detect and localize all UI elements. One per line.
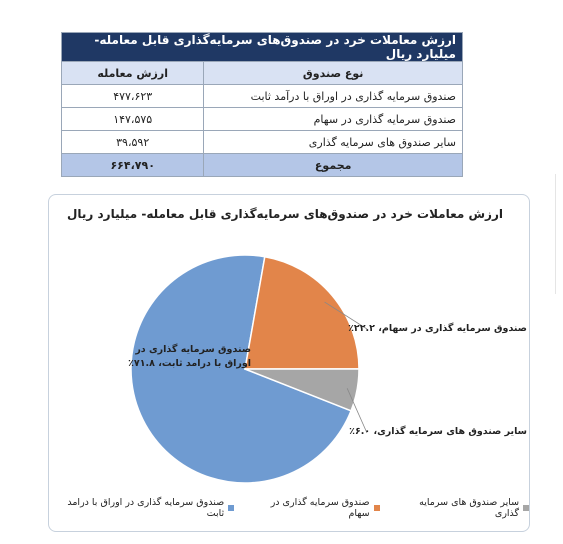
legend-item (394, 497, 530, 519)
header-trade-value: ارزش معامله (62, 62, 204, 85)
data-table (61, 32, 463, 177)
row-fund-type: صندوق سرمایه گذاری در سهام (204, 108, 463, 131)
row-trade-value: ۴۷۷،۶۲۳ (62, 85, 204, 108)
total-row (62, 154, 463, 177)
row-fund-type: سایر صندوق های سرمایه گذاری (204, 131, 463, 154)
row-trade-value: ۱۴۷،۵۷۵ (62, 108, 204, 131)
row-trade-value: ۳۹،۵۹۲ (62, 131, 204, 154)
table-title: ارزش معاملات خرد در صندوق‌های سرمایه‌گذاری قابل معامله- میلیارد ریال (62, 33, 463, 62)
legend-item (49, 497, 234, 519)
chart-card (48, 194, 530, 532)
edge-divider (555, 174, 556, 294)
legend-item (248, 497, 379, 519)
chart-legend (49, 497, 529, 519)
legend-swatch (523, 505, 529, 511)
legend-label: سایر صندوق های سرمایه گذاری (419, 497, 520, 519)
total-value: ۶۶۴،۷۹۰ (62, 154, 204, 177)
legend-swatch (228, 505, 234, 511)
legend-swatch (374, 505, 380, 511)
row-fund-type: صندوق سرمایه گذاری در اوراق با درآمد ثابت (204, 85, 463, 108)
total-label: مجموع (204, 154, 463, 177)
table-row (62, 85, 463, 108)
table-row (62, 131, 463, 154)
chart-title: ارزش معاملات خرد در صندوق‌های سرمایه‌گذاری قابل معامله- میلیارد ریال (67, 207, 503, 221)
slice-label-equity: صندوق سرمایه گذاری در سهام، ۲۲.۲٪ (348, 323, 527, 334)
header-fund-type: نوع صندوق (204, 62, 463, 85)
slice-label-other: سایر صندوق های سرمایه گذاری، ۶.۰٪ (349, 426, 527, 437)
slice-label-fixed-income: صندوق سرمایه گذاری در اوراق با درامد ثابت، ۷۱.۸٪ (128, 344, 251, 369)
legend-label: صندوق سرمایه گذاری در سهام (270, 497, 370, 519)
legend-label: صندوق سرمایه گذاری در اوراق با درامد ثابت (67, 497, 225, 519)
table-row (62, 108, 463, 131)
